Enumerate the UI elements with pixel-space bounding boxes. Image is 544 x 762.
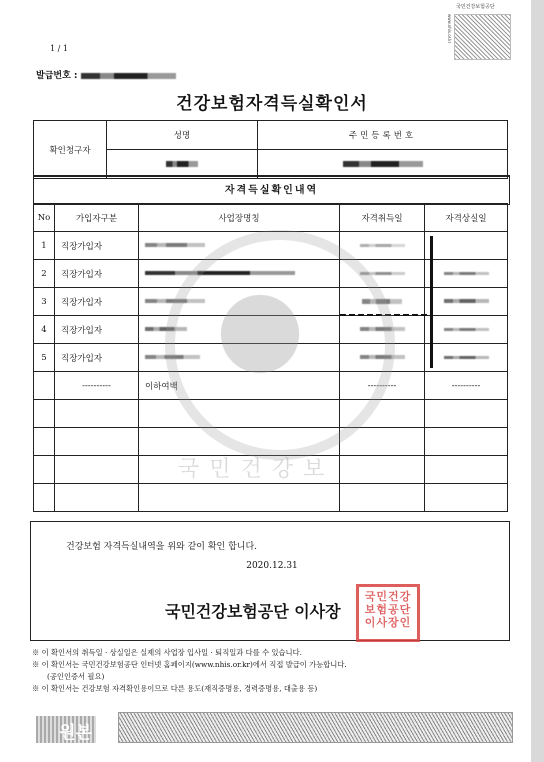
vertical-url: www.nhis.or.kr — [447, 14, 452, 44]
seal-line: 이사장인 — [364, 616, 412, 629]
col-no: No — [34, 204, 55, 232]
table-header-row — [34, 204, 508, 232]
issuer-name: 국민건강보험공단 이사장 — [165, 602, 341, 621]
nhis-logo: 국민건강보험공단 — [456, 4, 495, 10]
note-2b: (공인인증서 필요) — [47, 672, 105, 681]
confirmation-text: 건강보험 자격득실내역을 위와 같이 확인 합니다. — [66, 542, 258, 552]
seal-line: 국민건강 — [364, 590, 412, 603]
row-no — [34, 372, 55, 400]
section-title: 자격득실확인내역 — [33, 175, 510, 205]
col-type: 가입자구분 — [55, 204, 139, 232]
official-seal — [356, 584, 420, 642]
issue-number — [36, 68, 176, 81]
row-type: 직장가입자 — [55, 232, 139, 260]
scrollbar[interactable] — [531, 0, 544, 762]
watermark-text: 국민건강보 — [178, 457, 335, 482]
row-no: 3 — [34, 288, 55, 316]
name-header: 성명 — [107, 121, 258, 150]
row-no: 4 — [34, 316, 55, 344]
row-acquired-dash: ---------- — [340, 372, 425, 400]
original-mark — [36, 716, 96, 743]
col-workplace: 사업장명칭 — [139, 204, 340, 232]
row-lost — [425, 316, 508, 344]
row-type: 직장가입자 — [55, 288, 139, 316]
applicant-table — [33, 120, 508, 179]
page-indicator: 1 / 1 — [50, 44, 68, 53]
document-title: 건강보험자격득실확인서 — [176, 94, 368, 114]
row-lost — [425, 344, 508, 372]
table-row — [34, 484, 508, 512]
row-workplace-end: 이하여백 — [139, 372, 340, 400]
col-acquired: 자격취득일 — [340, 204, 425, 232]
issue-number-label: 발급번호 : — [36, 71, 78, 81]
applicant-label: 확인청구자 — [34, 121, 107, 179]
verification-barcode — [118, 712, 513, 743]
note-2: ※ 이 확인서는 국민건강보험공단 인터넷 홈페이지(www.nhis.or.kr)에서 직접 발급이 가능합니다. — [32, 660, 347, 669]
row-lost-dash: ---------- — [425, 372, 508, 400]
redaction-bar — [430, 236, 433, 368]
row-no: 2 — [34, 260, 55, 288]
row-lost — [425, 232, 508, 260]
note-1: ※ 이 확인서의 취득일 · 상실일은 실제의 사업장 입사일 · 퇴직일과 다를 수 있습니다. — [32, 648, 302, 657]
row-type-dash: ---------- — [55, 372, 139, 400]
row-type: 직장가입자 — [55, 260, 139, 288]
confirmation-date: 2020.12.31 — [246, 561, 298, 571]
row-no: 1 — [34, 232, 55, 260]
row-lost — [425, 288, 508, 316]
original-mark-text: 원본 — [59, 723, 92, 743]
watermark-emblem — [205, 290, 315, 400]
redacted-issue-number — [81, 73, 176, 79]
row-lost — [425, 260, 508, 288]
seal-line: 보험공단 — [364, 603, 412, 616]
row-type: 직장가입자 — [55, 316, 139, 344]
rrn-header: 주민등록번호 — [258, 121, 508, 150]
note-3: ※ 이 확인서는 건강보험 자격확인용이므로 다른 용도(재직증명용, 경력증명용, 대출용 등) — [32, 684, 318, 693]
row-type: 직장가입자 — [55, 344, 139, 372]
row-no: 5 — [34, 344, 55, 372]
barcode-top — [454, 14, 511, 60]
col-lost: 자격상실일 — [425, 204, 508, 232]
